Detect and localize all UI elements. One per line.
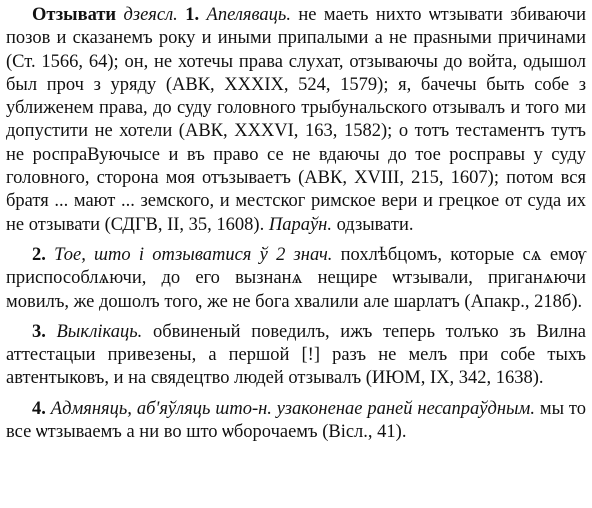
sense-number: 4. xyxy=(32,398,46,419)
sense-citations: не маеть нихто ѡтзывати збиваючи позов и сказанемъ року и иными припалыми а не праѕными причинами (Ст. 1566, 64); он, не хотечы права слухат, отзываючы до войта, одышол был проч з уряду (АВК, XXXIX, 524, 1579); я, бачечы быть собе з уближенем права, до суду головного трыбунальского отзывалъ и того ми допустити не хотели (АВК, XXXVI, 163, 1582); о тотъ тестаментъ тутъ не роспраВуючысе и въ право се не вдаючы до тое росправы у суду головного, сторона моя отъзываетъ (АВК, XVIII, 215, 1607); потом вся братя ... мают ... земского, и местског римское вери и грецкое от суда их не отзывати (СДГВ, II, 35, 1608). xyxy=(6,5,586,235)
cross-reference-text: одзывати. xyxy=(336,214,414,235)
part-of-speech: дзеясл. xyxy=(123,5,178,25)
sense-citations: обвиненый поведилъ, ижъ теперь толъко зъ Вилна аттестацыи привезены, а першой [!] разъ не мелъ при собе тыхъ автентыковъ, и на свядецтво людей отзывалъ (ИЮМ, IX, 342, 1638). xyxy=(6,321,586,389)
sense-citations: мы то все ѡтзываемъ а ни во што ѡборочаемъ (Вісл., 41). xyxy=(6,398,587,443)
sense-gloss: Апеляваць. xyxy=(206,5,291,25)
sense-number: 3. xyxy=(32,321,46,342)
entry-sense-2 xyxy=(6,244,586,314)
sense-number: 2. xyxy=(32,244,46,265)
entry-sense-3 xyxy=(6,321,586,391)
sense-number: 1. xyxy=(185,5,200,25)
entry-sense-4 xyxy=(6,398,586,445)
cross-reference-label: Параўн. xyxy=(268,214,332,235)
sense-gloss: Тое, што і xyxy=(54,244,144,265)
sense-citations: похлѣбцомъ, которые сѧ емѹ приспособлѧючи, до его вызнанѧ нещире ѡтзывали, приганѧючи мовилъ, же дошолъ того, же не бога хвалили але шарлатъ (Апакр., 218б). xyxy=(6,244,587,312)
sense-gloss-tail: отзыватися ў 2 знач. xyxy=(152,244,333,265)
headword: Отзывати xyxy=(32,5,117,25)
entry-sense-1 xyxy=(6,4,586,237)
sense-gloss: Выклікаць. xyxy=(56,321,143,342)
sense-gloss: Адмяняць, аб'яўляць што-н. узаконенае раней несапраўдным. xyxy=(50,398,535,419)
